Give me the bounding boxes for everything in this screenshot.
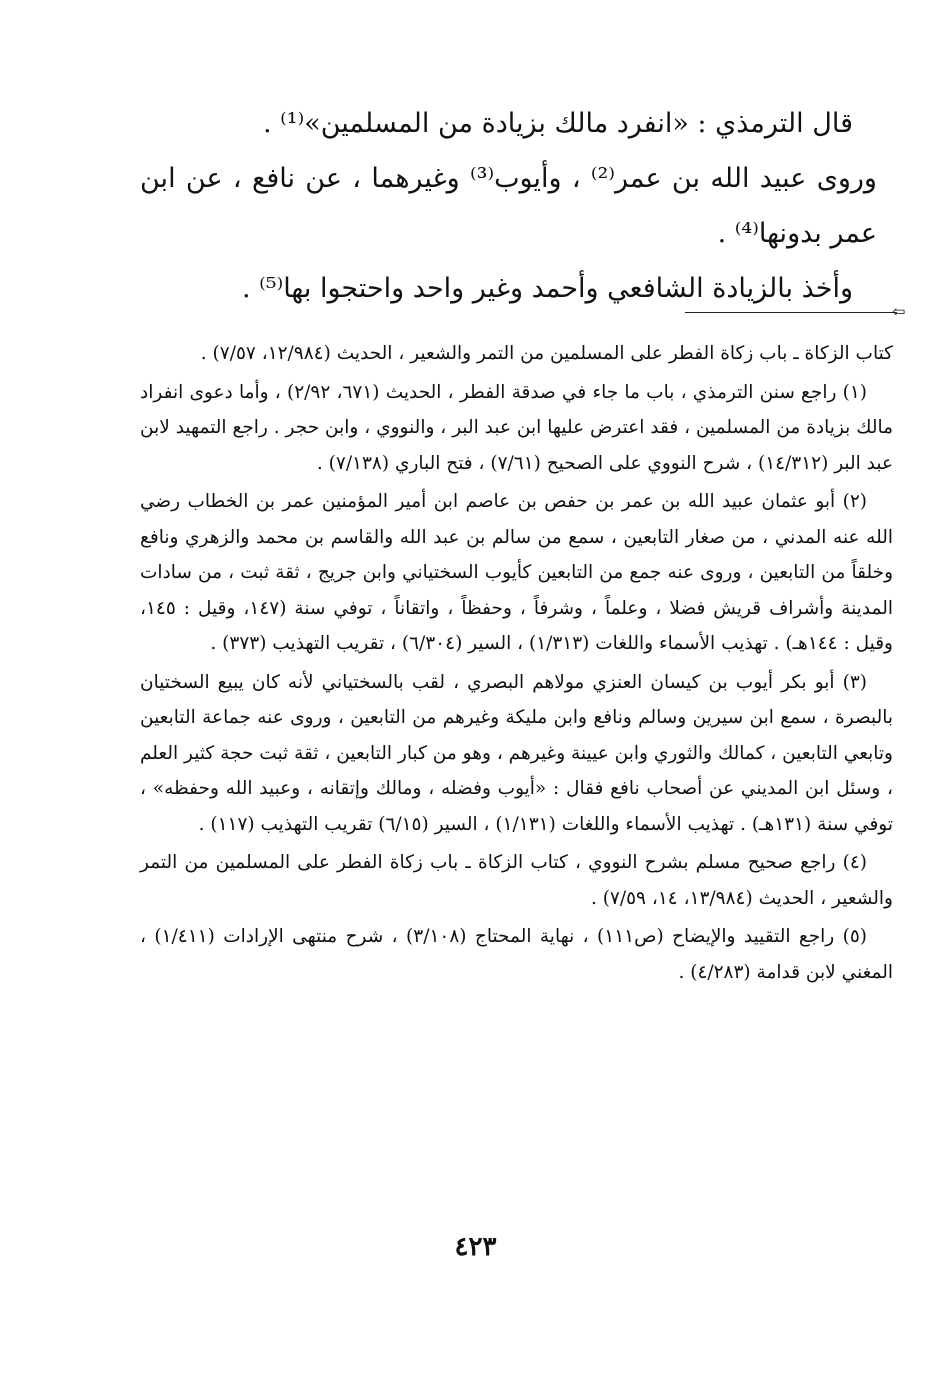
footnote-separator: [685, 312, 897, 313]
footnote-4: (٤) راجع صحيح مسلم بشرح النووي ، كتاب الزكاة ـ باب زكاة الفطر على المسلمين من التمر والشعير ، الحديث (١٣/٩٨٤، ١٤، ٧/٥٩) .: [140, 852, 893, 909]
footnotes: [140, 336, 893, 993]
footnote-carryover: كتاب الزكاة ـ باب زكاة الفطر على المسلمين من التمر والشعير ، الحديث (١٢/٩٨٤، ٧/٥٧) .: [200, 343, 893, 364]
footnote-5: (٥) راجع التقييد والإيضاح (ص١١١) ، نهاية المحتاج (٣/١٠٨) ، شرح منتهى الإرادات (١/٤١١) ، المغني لابن قدامة (٤/٢٨٣) .: [140, 926, 893, 983]
footnote-1: (١) راجع سنن الترمذي ، باب ما جاء في صدقة الفطر ، الحديث (٦٧١، ٢/٩٢) ، وأما دعوى انفراد مالك بزيادة من المسلمين ، فقد اعترض عليها ابن عبد البر ، والنووي ، وابن حجر . راجع التمهيد لابن عبد البر (١٤/٣١٢) ، شرح النووي على الصحيح (٧/٦١) ، فتح الباري (٧/١٣٨) .: [140, 381, 893, 474]
main-paragraph-1: قال الترمذي : «انفرد مالك بزيادة من المسلمين»⁽¹⁾ .: [262, 108, 853, 139]
main-paragraph-3: وأخذ بالزيادة الشافعي وأحمد وغير واحد واحتجوا بها⁽⁵⁾ .: [241, 273, 853, 304]
separator-arrow-icon: ⇦: [892, 302, 906, 321]
main-text: [140, 96, 877, 316]
main-paragraph-2: وروى عبيد الله بن عمر⁽²⁾ ، وأيوب⁽³⁾ وغيرهما ، عن نافع ، عن ابن عمر بدونها⁽⁴⁾ .: [140, 163, 877, 249]
footnote-2: (٢) أبو عثمان عبيد الله بن عمر بن حفص بن عاصم ابن أمير المؤمنين عمر بن الخطاب رضي الله عنه المدني ، من صغار التابعين ، سمع من سالم بن عبد الله والقاسم بن محمد والزهري ونافع وخلقاً من التابعين ، وروى عنه جمع من التابعين كأيوب السختياني وابن جريج ، ثقة ثبت ، من سادات المدينة وأشراف قريش فضلا ، وعلماً ، وشرفاً ، وحفظاً ، واتقاناً ، توفي سنة (١٤٧، وقيل : ١٤٥، وقيل : ١٤٤هـ) . تهذيب الأسماء واللغات (١/٣١٣) ، السير (٦/٣٠٤) ، تقريب التهذيب (٣٧٣) .: [140, 491, 894, 654]
page-number: ٤٢٣: [454, 1232, 497, 1262]
footnote-3: (٣) أبو بكر أيوب بن كيسان العنزي مولاهم البصري ، لقب بالسختياني لأنه كان يبيع السختيان بالبصرة ، سمع ابن سيرين وسالم ونافع وابن مليكة وغيرهم من التابعين ، وروى عنه جماعة التابعين وتابعي التابعين ، كمالك والثوري وابن عيينة وغيرهم ، وهو من كبار التابعين ، ثقة ثبت حجة كثير العلم ، وسئل ابن المديني عن أصحاب نافع فقال : «أيوب وفضله ، ومالك وإتقانه ، وعبيد الله وحفظه» ، توفي سنة (١٣١هـ) . تهذيب الأسماء واللغات (١/١٣١) ، السير (٦/١٥) تقريب التهذيب (١١٧) .: [140, 671, 893, 835]
